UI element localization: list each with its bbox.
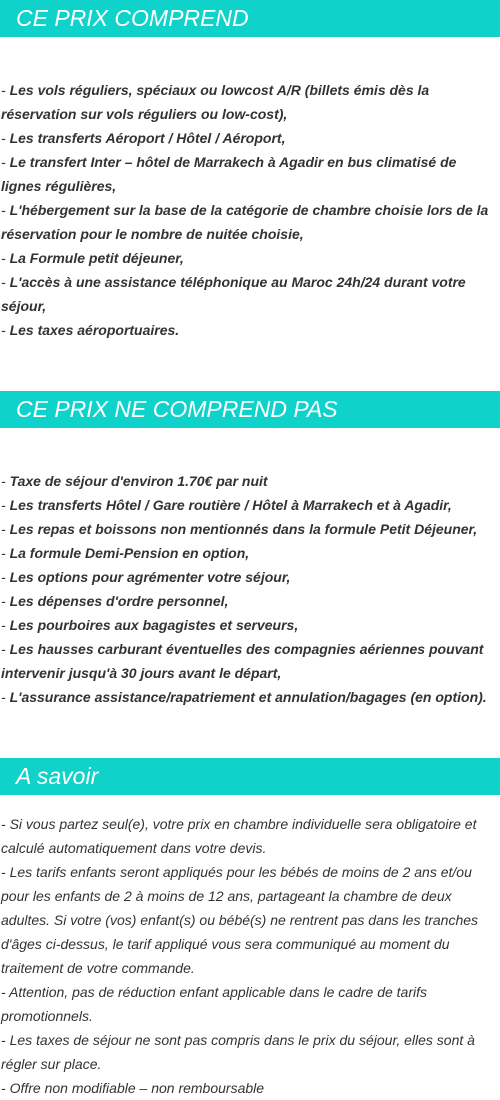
list-item: - Les taxes aéroportuaires. bbox=[1, 322, 180, 338]
list-item: - Les tarifs enfants seront appliqués pour les bébés de moins de 2 ans et/ou pour les enfants de 2 à moins de 12 ans, partageant la chambre de deux adultes. Si votre (vos) enfant(s) ou bébé(s) ne rentrent pas dans les tranches d'âges ci-dessus, le tarif appliqué vous sera communiqué au moment du traitement de votre commande. bbox=[1, 864, 479, 976]
section-body-a-savoir bbox=[0, 812, 500, 1100]
list-item: - Les taxes de séjour ne sont pas compris dans le prix du séjour, elles sont à régler sur place. bbox=[1, 1032, 475, 1072]
list-item: - Les repas et boissons non mentionnés dans la formule Petit Déjeuner, bbox=[1, 521, 478, 537]
list-item: - Attention, pas de réduction enfant applicable dans le cadre de tarifs promotionnels. bbox=[1, 984, 427, 1024]
list-item: - Les transferts Aéroport / Hôtel / Aéroport, bbox=[1, 130, 286, 146]
section-title: CE PRIX COMPREND bbox=[16, 5, 249, 31]
list-item: - Taxe de séjour d'environ 1.70€ par nuit bbox=[1, 473, 268, 489]
list-item: - Les transferts Hôtel / Gare routière / Hôtel à Marrakech et à Agadir, bbox=[1, 497, 452, 513]
list-item: - Le transfert Inter – hôtel de Marrakech à Agadir en bus climatisé de lignes régulières, bbox=[1, 154, 457, 194]
section-title: CE PRIX NE COMPREND PAS bbox=[16, 396, 338, 422]
section-header-a-savoir bbox=[0, 758, 500, 795]
list-item: - Les dépenses d'ordre personnel, bbox=[1, 593, 229, 609]
list-item: - Offre non modifiable – non remboursable bbox=[1, 1080, 265, 1096]
section-body-non-comprend bbox=[0, 469, 500, 709]
section-header-comprend bbox=[0, 0, 500, 37]
section-title: A savoir bbox=[16, 763, 99, 789]
list-item: - L'assurance assistance/rapatriement et annulation/bagages (en option). bbox=[1, 689, 487, 705]
section-body-comprend bbox=[0, 78, 500, 342]
list-item: - Les hausses carburant éventuelles des compagnies aériennes pouvant intervenir jusqu'à 30 jours avant le départ, bbox=[1, 641, 484, 681]
list-item: - L'hébergement sur la base de la catégorie de chambre choisie lors de la réservation pour le nombre de nuitée choisie, bbox=[1, 202, 489, 242]
list-item: - L'accès à une assistance téléphonique au Maroc 24h/24 durant votre séjour, bbox=[1, 274, 466, 314]
list-item: - Les options pour agrémenter votre séjour, bbox=[1, 569, 291, 585]
list-item: - Si vous partez seul(e), votre prix en chambre individuelle sera obligatoire et calculé automatiquement dans votre devis. bbox=[1, 816, 477, 856]
list-item: - La formule Demi-Pension en option, bbox=[1, 545, 250, 561]
list-item: - Les pourboires aux bagagistes et serveurs, bbox=[1, 617, 299, 633]
list-item: - Les vols réguliers, spéciaux ou lowcost A/R (billets émis dès la réservation sur vols réguliers ou low-cost), bbox=[1, 82, 430, 122]
list-item: - La Formule petit déjeuner, bbox=[1, 250, 184, 266]
section-header-non-comprend bbox=[0, 391, 500, 428]
